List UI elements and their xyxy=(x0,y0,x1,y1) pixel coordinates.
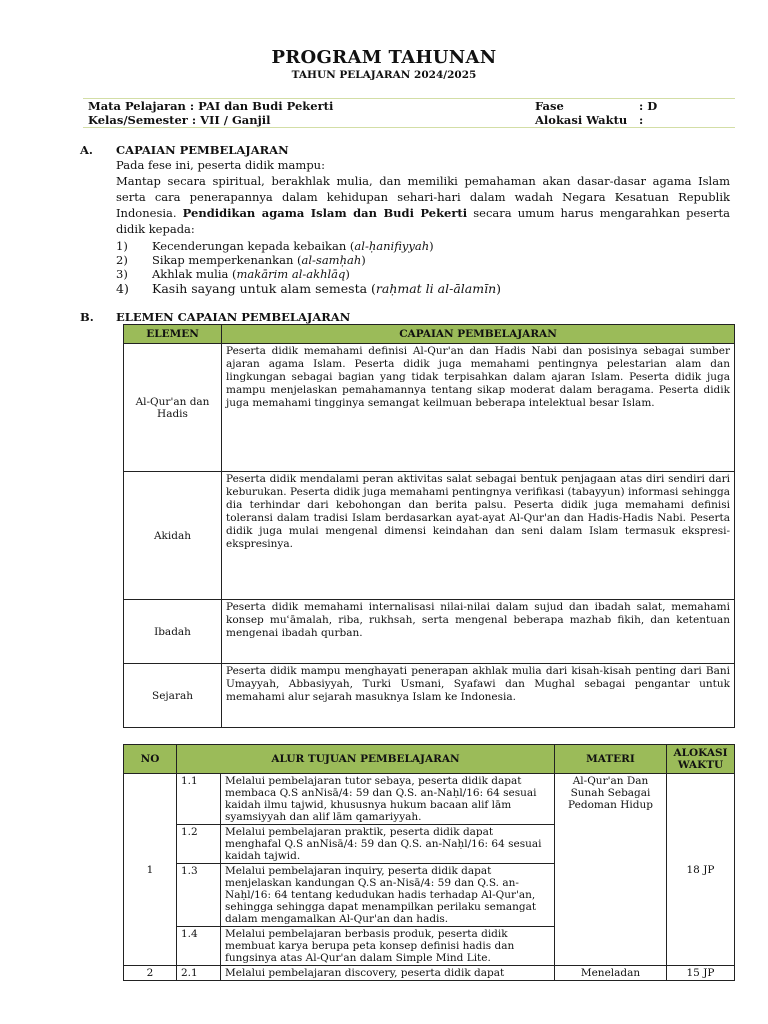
capaian-cell: Peserta didik memahami definisi Al-Qur'an dan Hadis Nabi dan posisinya sebagai sumber ajaran agama Islam. Peserta didik juga memahami pentingnya pelestarian alam dan lingkungan sebagai bagian yang tidak terpisahkan dalam ajaran Islam. Peserta didik juga mampu menjelaskan pemahamannya tentang sikap moderat dalam beragama. Peserta didik juga memahami tingginya semangat keilmuan beberapa intelektual besar Islam. xyxy=(222,344,735,472)
list-item xyxy=(116,267,730,281)
list-text: Akhlak mulia ( xyxy=(152,267,237,281)
fase-value: : D xyxy=(634,99,735,114)
alur-cell: Melalui pembelajaran inquiry, peserta didik dapat menjelaskan kandungan Q.S an-Nisā/4: 59 dan Q.S. an-Naḥl/16: 64 tentang kedudukan hadis terhadap Al-Qur'an, sehingga sehingga dapat menampilkan perilaku semangat dalam mengamalkan Al-Qur'an dan hadis. xyxy=(221,864,555,927)
section-a-list xyxy=(116,239,730,297)
code-cell: 1.4 xyxy=(177,927,221,966)
capaian-cell: Peserta didik memahami internalisasi nilai-nilai dalam sujud dan ibadah salat, memahami konsep muʿāmalah, riba, rukhsah, serta mengenal beberapa mazhab fikih, dan ketentuan mengenai ibadah qurban. xyxy=(222,600,735,664)
table-row xyxy=(124,472,735,600)
section-a xyxy=(116,143,730,297)
code-cell: 1.2 xyxy=(177,825,221,864)
section-a-label: A. xyxy=(80,143,93,157)
list-number: 2) xyxy=(116,253,128,267)
fase-label: Fase xyxy=(530,99,634,114)
alur-cell: Melalui pembelajaran tutor sebaya, peserta didik dapat membaca Q.S anNisā/4: 59 dan Q.S. an-Naḥl/16: 64 sesuai kaidah ilmu tajwid, khususnya hukum bacaan alif lām syamsiyyah dan alif lām qamariyyah. xyxy=(221,774,555,825)
paragraph-text-end: secara umum harus mengarahkan peserta didik kepada: xyxy=(116,206,730,236)
list-number: 1) xyxy=(116,239,128,253)
kelas-label: Kelas/Semester : VII / Ganjil xyxy=(83,113,530,128)
capaian-cell: Peserta didik mendalami peran aktivitas salat sebagai bentuk penjagaan atas diri sendiri dari keburukan. Peserta didik juga memahami pentingnya verifikasi (tabayyun) informasi sehingga dia terhindar dari kebohongan dan berita palsu. Peserta didik juga memahami definisi toleransi dalam tradisi Islam berdasarkan ayat-ayat Al-Qur'an dan Hadis-Hadis Nabi. Peserta didik juga mulai mengenal dimensi keindahan dan seni dalam Islam termasuk ekspresi-ekspresinya. xyxy=(222,472,735,600)
paragraph-text: Mantap secara spiritual, berakhlak mulia, dan memiliki pemahaman akan dasar-dasar agama Islam serta cara penerapannya dalam kehidupan sehari-hari dalam wadah Negara Kesatuan Republik Indonesia. xyxy=(116,174,730,220)
document-subtitle: TAHUN PELAJARAN 2024/2025 xyxy=(291,69,477,81)
alur-cell: Melalui pembelajaran berbasis produk, peserta didik membuat karya berupa peta konsep definisi hadis dan fungsinya atas Al-Qur'an dalam Simple Mind Lite. xyxy=(221,927,555,966)
paragraph-bold-text: Pendidikan agama Islam dan Budi Pekerti xyxy=(182,206,468,220)
info-table xyxy=(83,98,735,128)
list-italic: al-samḥah xyxy=(301,253,362,267)
col-alokasi-header: ALOKASI WAKTU xyxy=(667,745,735,774)
table-row xyxy=(124,344,735,472)
alokasi-cell: 15 JP xyxy=(667,966,735,981)
list-italic: makārim al-akhlāq xyxy=(236,267,346,281)
alur-cell: Melalui pembelajaran praktik, peserta didik dapat menghafal Q.S anNisā/4: 59 dan Q.S. an-Naḥl/16: 64 sesuai kaidah tajwid. xyxy=(221,825,555,864)
atp-table xyxy=(123,744,735,981)
table-row xyxy=(124,664,735,728)
materi-cell: Meneladan xyxy=(555,966,667,981)
alokasi-cell: 18 JP xyxy=(667,774,735,966)
mapel-label: Mata Pelajaran : PAI dan Budi Pekerti xyxy=(83,99,530,114)
list-italic: al-ḥanifiyyah xyxy=(354,239,430,253)
list-item xyxy=(116,281,730,297)
section-b-label: B. xyxy=(80,310,94,324)
table-row xyxy=(124,600,735,664)
col-alur-header: ALUR TUJUAN PEMBELAJARAN xyxy=(177,745,555,774)
col-capaian-header: CAPAIAN PEMBELAJARAN xyxy=(222,325,735,344)
list-close: ) xyxy=(496,281,502,296)
list-text: Kasih sayang untuk alam semesta ( xyxy=(152,281,376,296)
code-cell: 1.1 xyxy=(177,774,221,825)
elemen-cell: Akidah xyxy=(124,472,222,600)
alokasi-value: : xyxy=(634,113,735,128)
list-number: 3) xyxy=(116,267,128,281)
code-cell: 1.3 xyxy=(177,864,221,927)
code-cell: 2.1 xyxy=(177,966,221,981)
elemen-cell: Ibadah xyxy=(124,600,222,664)
list-close: ) xyxy=(361,253,366,267)
table-row xyxy=(124,774,735,825)
col-materi-header: MATERI xyxy=(555,745,667,774)
materi-cell: Al-Qur'an Dan Sunah Sebagai Pedoman Hidup xyxy=(555,774,667,966)
list-close: ) xyxy=(429,239,434,253)
list-close: ) xyxy=(345,267,350,281)
elemen-cell: Al-Qur'an dan Hadis xyxy=(124,344,222,472)
capaian-cell: Peserta didik mampu menghayati penerapan akhlak mulia dari kisah-kisah penting dari Bani Umayyah, Abbasiyyah, Turki Usmani, Syafawi dan Mughal sebagai pengantar untuk memahami alur sejarah masuknya Islam ke Indonesia. xyxy=(222,664,735,728)
elemen-cell: Sejarah xyxy=(124,664,222,728)
alokasi-label: Alokasi Waktu xyxy=(530,113,634,128)
document-title: PROGRAM TAHUNAN xyxy=(271,47,497,68)
list-number: 4) xyxy=(116,281,129,296)
list-italic: raḥmat li al-ālamīn xyxy=(375,281,497,296)
section-a-heading: CAPAIAN PEMBELAJARAN xyxy=(116,143,289,157)
section-b-heading: ELEMEN CAPAIAN PEMBELAJARAN xyxy=(116,310,351,324)
col-elemen-header: ELEMEN xyxy=(124,325,222,344)
list-text: Sikap memperkenankan ( xyxy=(152,253,302,267)
section-a-intro: Pada fese ini, peserta didik mampu: xyxy=(116,158,325,172)
no-cell: 1 xyxy=(124,774,177,966)
col-no-header: NO xyxy=(124,745,177,774)
list-text: Kecenderungan kepada kebaikan ( xyxy=(152,239,355,253)
alur-cell: Melalui pembelajaran discovery, peserta didik dapat xyxy=(221,966,555,981)
list-item xyxy=(116,253,730,267)
table-row xyxy=(124,966,735,981)
list-item xyxy=(116,239,730,253)
no-cell: 2 xyxy=(124,966,177,981)
section-a-paragraph xyxy=(116,173,730,237)
elemen-table xyxy=(123,324,735,728)
